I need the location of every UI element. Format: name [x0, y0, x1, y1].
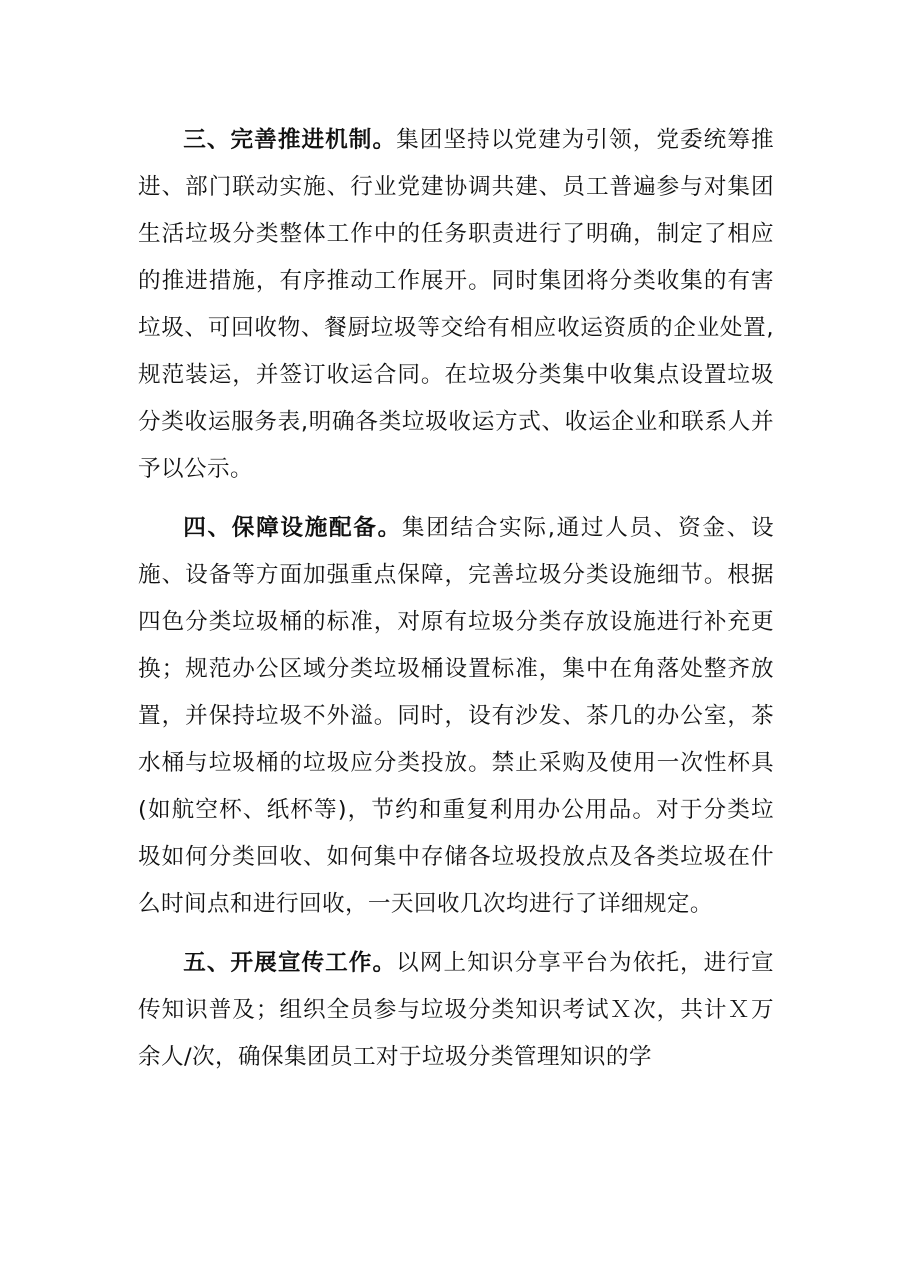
section-4-paragraph: [138, 505, 774, 928]
section-4-heading: 四、保障设施配备。: [183, 515, 402, 541]
section-4-body: 集团结合实际,通过人员、资金、设施、设备等方面加强重点保障，完善垃圾分类设施细节。根据四色分类垃圾桶的标准，对原有垃圾分类存放设施进行补充更换；规范办公区域分类垃圾桶设置标准，集中在角落处整齐放置，并保持垃圾不外溢。同时，设有沙发、茶几的办公室，茶水桶与垃圾桶的垃圾应分类投放。禁止采购及使用一次性杯具(如航空杯、纸杯等)，节约和重复利用办公用品。对于分类垃圾如何分类回收、如何集中存储各垃圾投放点及各类垃圾在什么时间点和进行回收，一天回收几次均进行了详细规定。: [138, 515, 774, 917]
document-page: [138, 117, 774, 1093]
section-3-paragraph: [138, 117, 774, 493]
section-3-body: 集团坚持以党建为引领，党委统筹推进、部门联动实施、行业党建协调共建、员工普遍参与对集团生活垃圾分类整体工作中的任务职责进行了明确，制定了相应的推进措施，有序推动工作展开。同时集团将分类收集的有害垃圾、可回收物、餐厨垃圾等交给有相应收运资质的企业处置,规范装运，并签订收运合同。在垃圾分类集中收集点设置垃圾分类收运服务表,明确各类垃圾收运方式、收运企业和联系人并予以公示。: [138, 127, 774, 482]
section-3-heading: 三、完善推进机制。: [183, 127, 397, 153]
section-5-body: 以网上知识分享平台为依托，进行宣传知识普及；组织全员参与垃圾分类知识考试Ｘ次，共计Ｘ万余人/次，确保集团员工对于垃圾分类管理知识的学: [138, 950, 774, 1070]
section-5-heading: 五、开展宣传工作。: [183, 950, 397, 976]
section-5-paragraph: [138, 940, 774, 1081]
